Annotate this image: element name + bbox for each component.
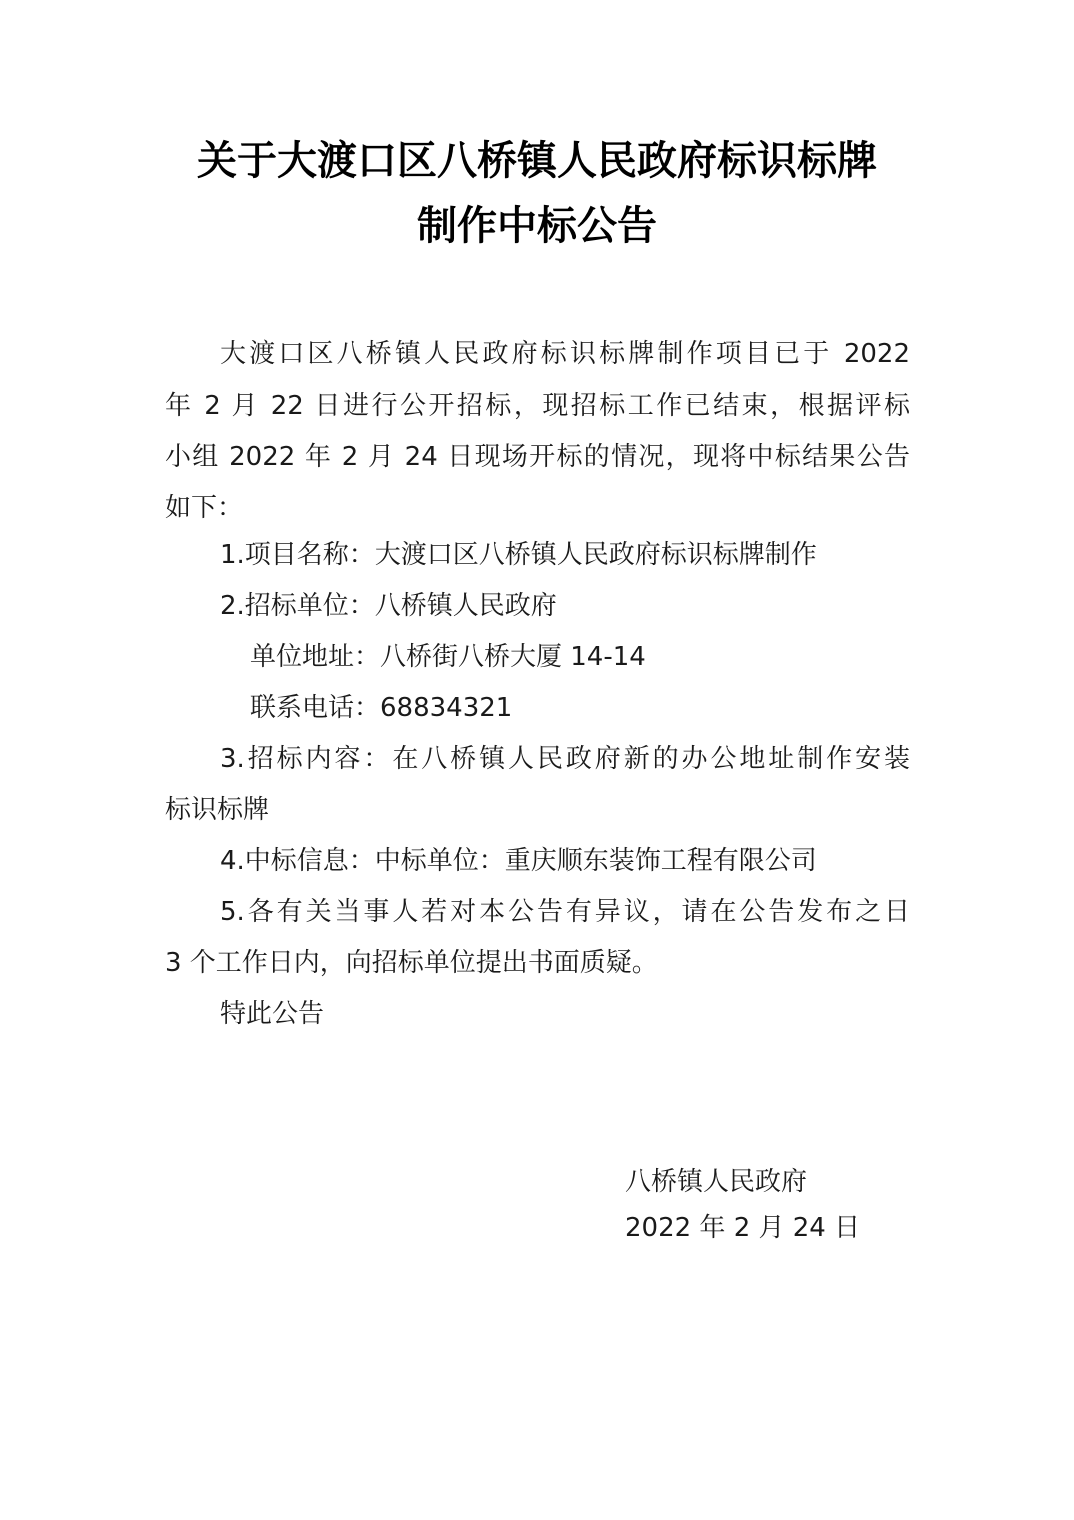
signature-org: 八桥镇人民政府 <box>625 1167 808 1197</box>
document-title-line2: 制作中标公告 <box>417 202 657 249</box>
item-project-name: 1.项目名称：大渡口区八桥镇人民政府标识标牌制作 <box>220 540 817 570</box>
item-tender-content-line2: 标识标牌 <box>165 795 270 825</box>
item-tender-unit: 2.招标单位：八桥镇人民政府 <box>220 591 557 621</box>
intro-line-3: 小组 2022 年 2 月 24 日现场开标的情况，现将中标结果公告 <box>165 442 910 472</box>
item-unit-address: 单位地址：八桥街八桥大厦 14-14 <box>250 642 646 672</box>
intro-line-2: 年 2 月 22 日进行公开招标，现招标工作已结束，根据评标 <box>165 391 910 421</box>
item-tender-content-line1: 3.招标内容：在八桥镇人民政府新的办公地址制作安装 <box>220 744 910 774</box>
intro-line-1: 大渡口区八桥镇人民政府标识标牌制作项目已于 2022 <box>220 339 910 369</box>
item-winning-info: 4.中标信息：中标单位：重庆顺东装饰工程有限公司 <box>220 846 817 876</box>
intro-line-4: 如下： <box>165 493 244 523</box>
signature-date: 2022 年 2 月 24 日 <box>625 1213 861 1243</box>
closing-text: 特此公告 <box>220 999 325 1029</box>
item-contact-phone: 联系电话：68834321 <box>250 693 513 723</box>
item-objection-line2: 3 个工作日内，向招标单位提出书面质疑。 <box>165 948 658 978</box>
document-title-line1: 关于大渡口区八桥镇人民政府标识标牌 <box>197 137 877 184</box>
item-objection-line1: 5.各有关当事人若对本公告有异议，请在公告发布之日 <box>220 897 910 927</box>
